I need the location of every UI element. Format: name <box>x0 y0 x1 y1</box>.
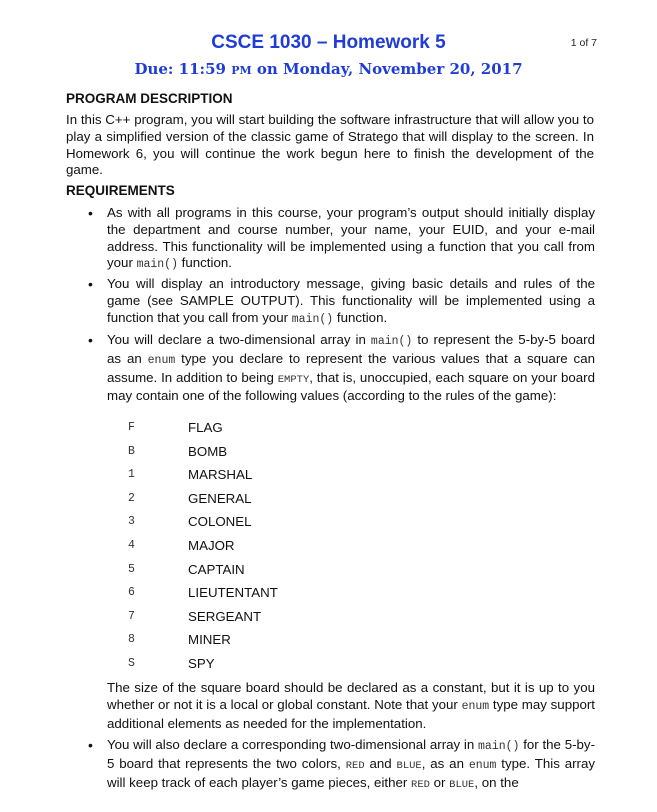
document-title: CSCE 1030 – Homework 5 <box>211 32 446 53</box>
value-name: CAPTAIN <box>188 561 245 577</box>
value-code: 3 <box>128 515 135 529</box>
due-date <box>0 58 657 82</box>
bullet-icon: • <box>88 205 93 221</box>
requirements-heading: REQUIREMENTS <box>66 183 175 198</box>
code-main: main() <box>370 335 413 348</box>
value-name: FLAG <box>188 420 223 435</box>
value-code: 4 <box>128 539 135 552</box>
value-name: BOMB <box>188 443 228 459</box>
requirement-item-1: As with all programs in this course, your program’s output should initially display the department and course number, your name, your EUID, and your e-mail address. This functionality will be implemented using a function that you call from your main() function. <box>107 205 595 272</box>
code-enum: enum <box>468 758 497 772</box>
bullet-icon: • <box>88 332 93 348</box>
value-code: 7 <box>128 609 135 623</box>
code-red: RED <box>345 759 365 772</box>
value-code: F <box>128 421 135 434</box>
code-blue: BLUE <box>396 759 422 772</box>
bullet-icon: • <box>88 276 93 292</box>
requirement-item-4: You will also declare a corresponding two-dimensional array in main() for the 5-by-5 board that represents the two colors, RED and BLUE, as an enum type. This array will keep track of each player’s game pieces, either RED or BLUE, on the <box>107 737 595 791</box>
code-empty: EMPTY <box>277 373 310 386</box>
board-size-note: The size of the square board should be declared as a constant, but it is up to you whether or not it is a local or global constant. Note that your enum type may support additional elements as needed for the implementation. <box>107 680 595 731</box>
value-code: B <box>128 444 135 458</box>
value-code: 6 <box>128 586 135 600</box>
code-blue: BLUE <box>449 778 475 791</box>
value-code: 2 <box>128 491 135 505</box>
requirement-item-3: You will declare a two-dimensional array in main() to represent the 5-by-5 board as an enum type you declare to represent the various values that a square can assume. In addition to being EMPTY, that is, unoccupied, each square on your board may contain one of the following values (according to the rules of the game): <box>107 332 595 404</box>
due-suffix: on Monday, November 20, 2017 <box>251 60 523 78</box>
value-code: 8 <box>128 633 135 647</box>
value-name: MAJOR <box>188 538 235 553</box>
value-name: MARSHAL <box>188 467 253 483</box>
code-enum: enum <box>147 353 176 367</box>
value-name: SPY <box>188 656 215 671</box>
bullet-icon: • <box>88 737 93 753</box>
code-main: main() <box>291 312 334 326</box>
value-code: S <box>128 657 135 670</box>
code-red: RED <box>411 778 430 791</box>
value-name: LIEUTENTANT <box>188 585 278 601</box>
requirement-item-2: You will display an introductory message, giving basic details and rules of the game (see SAMPLE OUTPUT). This functionality will be implemented using a function that you call from your main() function. <box>107 276 595 326</box>
value-name: SERGEANT <box>188 608 262 624</box>
value-code: 5 <box>128 562 135 576</box>
value-name: COLONEL <box>188 514 252 530</box>
code-enum: enum <box>461 699 490 713</box>
program-description-text: In this C++ program, you will start building the software infrastructure that will allow you to play a simplified version of the classic game of Stratego that will display to the screen. In Homework 6, you will continue the work begun here to finish the development of the game. <box>66 112 594 178</box>
due-prefix: Due: 11:59 <box>134 60 232 78</box>
value-name: GENERAL <box>188 490 252 506</box>
program-description-heading: PROGRAM DESCRIPTION <box>66 91 233 106</box>
page-number: 1 of 7 <box>570 37 597 49</box>
value-name: MINER <box>188 632 231 648</box>
value-code: 1 <box>128 468 135 482</box>
code-main: main() <box>136 258 178 272</box>
code-main: main() <box>478 740 520 753</box>
due-pm: PM <box>231 64 252 77</box>
